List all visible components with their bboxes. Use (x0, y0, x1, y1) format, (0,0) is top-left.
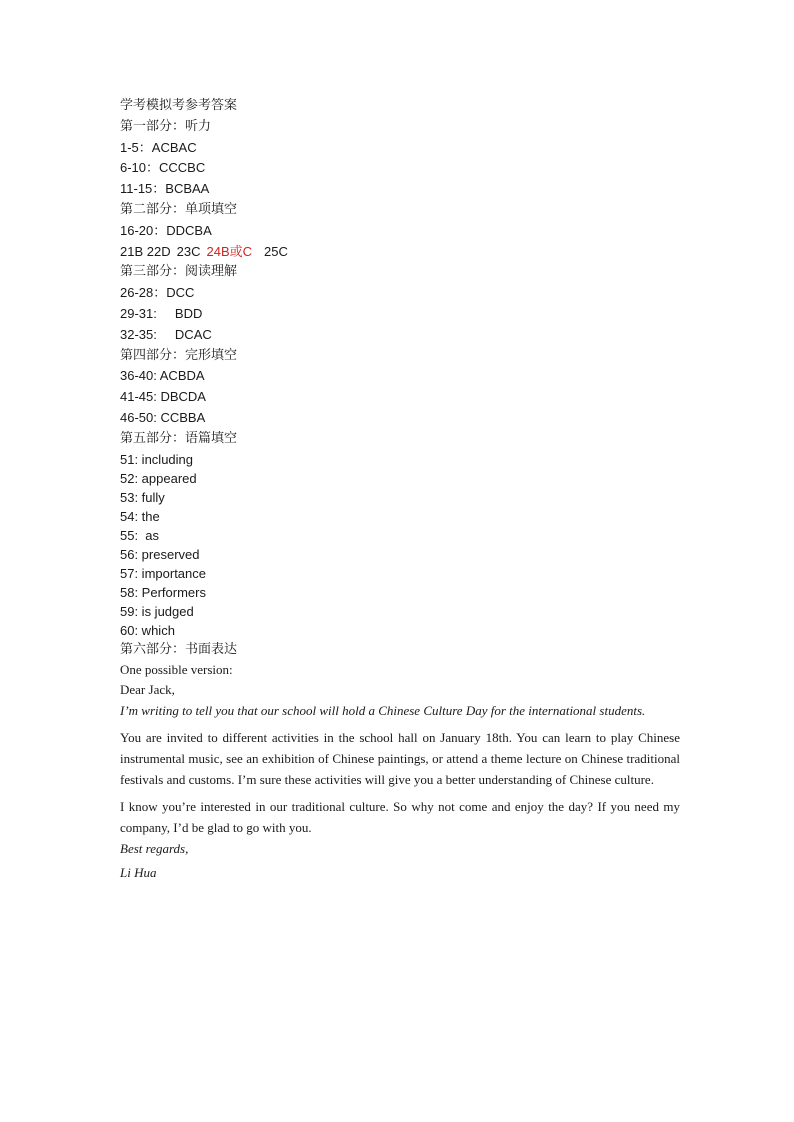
blank-answer: 58: Performers (120, 584, 206, 600)
part2-heading: 第二部分：单项填空 (120, 201, 238, 217)
answer-22: 22D (146, 243, 171, 259)
essay-paragraph-2: You are invited to different activities in the school hall on January 18th. You can learn to play Chinese instrumental music, see an exhibition of Chinese paintings, or attend a theme lecture on Chinese traditional festivals and customs. I’m sure these activities will give you a better understanding of Chinese culture. (120, 730, 680, 788)
answer-21: 21B (120, 243, 144, 259)
answer-23: 23C (176, 243, 201, 259)
blank-answer: 57: importance (120, 565, 206, 581)
part6-heading: 第六部分：书面表达 (120, 641, 238, 657)
answer-row: 16-20：DDCBA (120, 222, 212, 238)
essay-paragraph-3: I know you’re interested in our traditional culture. So why not come and enjoy the day? If you need my company, I’d be glad to go with you. (120, 799, 680, 836)
answer-row: 46-50: CCBBA (120, 409, 206, 425)
answer-row: 6-10：CCCBC (120, 160, 206, 176)
answer-24-highlight: 24B或C (206, 243, 253, 259)
essay (120, 660, 680, 882)
blank-answer: 55: as (120, 527, 160, 543)
answer-row: 32-35: DCAC (120, 326, 212, 342)
part4-heading: 第四部分：完形填空 (120, 347, 238, 363)
answer-row: 41-45: DBCDA (120, 389, 206, 405)
blank-answer: 51: including (120, 451, 193, 467)
answer-row: 26-28：DCC (120, 285, 195, 301)
answer-key-document (120, 96, 680, 882)
blank-answer: 53: fully (120, 489, 165, 505)
blank-answer: 60: which (120, 622, 175, 638)
blank-answer: 54: the (120, 508, 160, 524)
answer-row-mixed (120, 242, 680, 263)
document-title: 学考模拟考参考答案 (120, 98, 238, 113)
blank-answer: 56: preserved (120, 546, 200, 562)
essay-signature: Li Hua (120, 865, 157, 881)
essay-intro: One possible version: (120, 662, 233, 678)
answer-row: 36-40: ACBDA (120, 368, 205, 384)
essay-salutation: Dear Jack, (120, 682, 175, 698)
answer-row: 1-5：ACBAC (120, 139, 197, 155)
answer-row: 29-31: BDD (120, 305, 203, 321)
part3-heading: 第三部分：阅读理解 (120, 264, 238, 280)
essay-closing: Best regards, (120, 841, 189, 857)
blank-answer: 59: is judged (120, 603, 194, 619)
part1-heading: 第一部分：听力 (120, 118, 212, 134)
essay-paragraph-1: I’m writing to tell you that our school will hold a Chinese Culture Day for the international students. (120, 703, 646, 719)
answer-25: 25C (264, 243, 288, 259)
answer-row: 11-15：BCBAA (120, 181, 210, 197)
blank-answer: 52: appeared (120, 470, 197, 486)
part5-heading: 第五部分：语篇填空 (120, 430, 238, 446)
